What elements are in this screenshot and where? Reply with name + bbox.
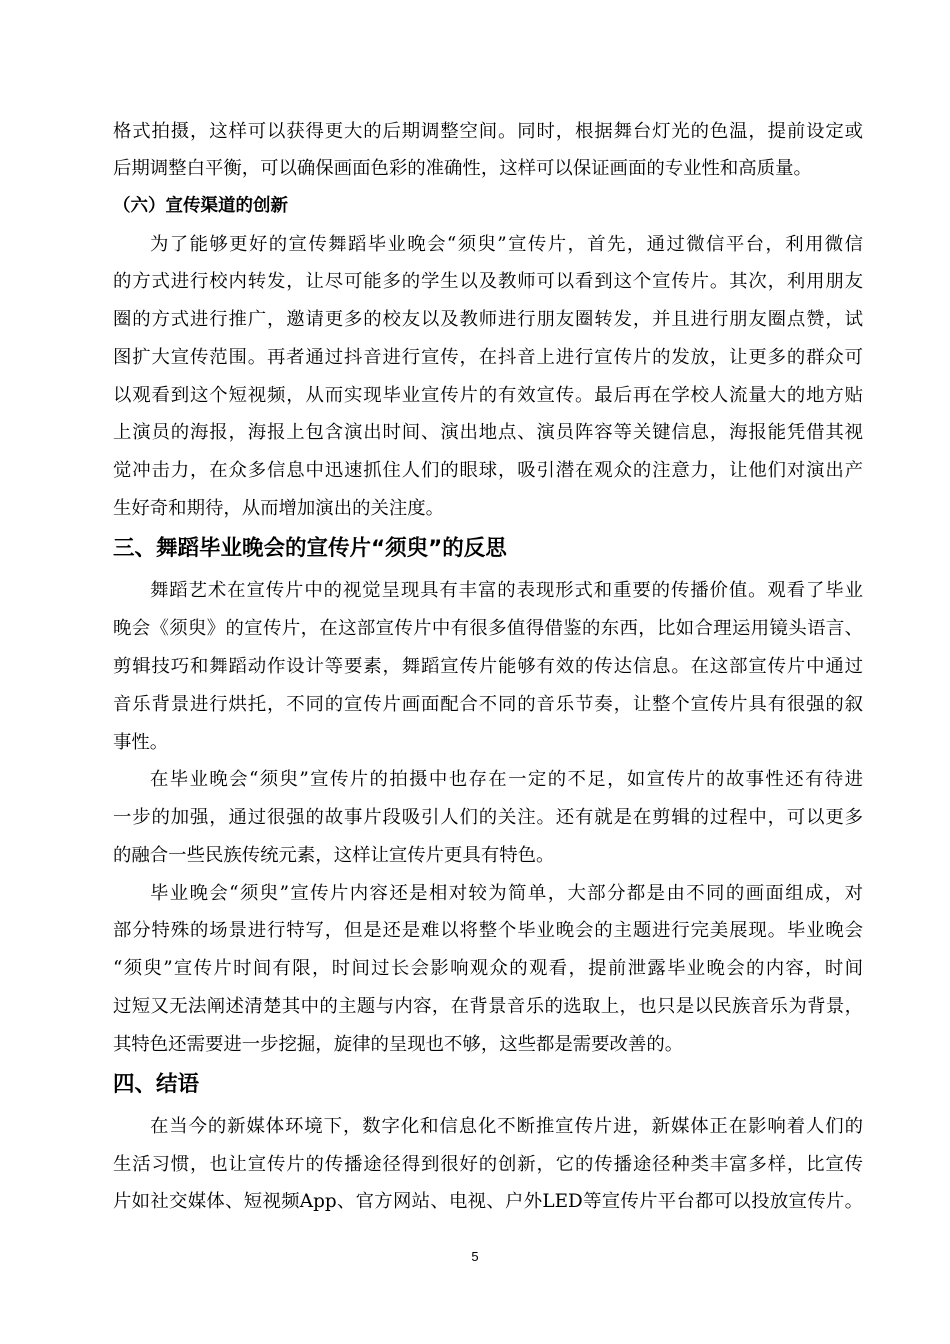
paragraph-line: 格式拍摄，这样可以获得更大的后期调整空间。同时，根据舞台灯光的色温，提前设定或 <box>113 121 863 142</box>
section-heading: 四、结语 <box>113 1072 200 1097</box>
paragraph-line: 舞蹈艺术在宣传片中的视觉呈现具有丰富的表现形式和重要的传播价值。观看了毕业 <box>150 580 863 601</box>
paragraph-line: 的融合一些民族传统元素，这样让宣传片更具有特色。 <box>113 845 555 866</box>
paragraph-line: 的方式进行校内转发，让尽可能多的学生以及教师可以看到这个宣传片。其次，利用朋友 <box>113 271 863 292</box>
subsection-heading: （六）宣传渠道的创新 <box>113 196 288 216</box>
paragraph-line: 生活习惯，也让宣传片的传播途径得到很好的创新，它的传播途径种类丰富多样，比宣传 <box>113 1154 863 1175</box>
paragraph-line: 图扩大宣传范围。再者通过抖音进行宣传，在抖音上进行宣传片的发放，让更多的群众可 <box>113 347 863 368</box>
paragraph-line: 事性。 <box>113 732 169 753</box>
paragraph-line: 部分特殊的场景进行特写，但是还是难以将整个毕业晚会的主题进行完美展现。毕业晚会 <box>113 920 863 941</box>
paragraph-line: “须臾”宣传片时间有限，时间过长会影响观众的观看，提前泄露毕业晚会的内容，时间 <box>113 958 863 979</box>
paragraph-line: 剪辑技巧和舞蹈动作设计等要素，舞蹈宣传片能够有效的传达信息。在这部宣传片中通过 <box>113 656 863 677</box>
paragraph-line: 一步的加强，通过很强的故事片段吸引人们的关注。还有就是在剪辑的过程中，可以更多 <box>113 807 863 828</box>
section-heading: 三、舞蹈毕业晚会的宣传片“须臾”的反思 <box>113 536 507 561</box>
paragraph-line: 晚会《须臾》的宣传片，在这部宣传片中有很多值得借鉴的东西，比如合理运用镜头语言、 <box>113 618 863 639</box>
page-number: 5 <box>471 1249 479 1264</box>
paragraph-line: 上演员的海报，海报上包含演出时间、演出地点、演员阵容等关键信息，海报能凭借其视 <box>113 422 863 443</box>
paragraph-line: 生好奇和期待，从而增加演出的关注度。 <box>113 498 445 519</box>
paragraph-line: 毕业晚会“须臾”宣传片内容还是相对较为简单，大部分都是由不同的画面组成，对 <box>150 883 863 904</box>
paragraph-line: 在当今的新媒体环境下，数字化和信息化不断推宣传片进，新媒体正在影响着人们的 <box>150 1116 863 1137</box>
paragraph-line: 在毕业晚会“须臾”宣传片的拍摄中也存在一定的不足，如宣传片的故事性还有待进 <box>150 769 863 790</box>
paragraph-line: 过短又无法阐述清楚其中的主题与内容，在背景音乐的选取上，也只是以民族音乐为背景， <box>113 996 863 1017</box>
paragraph-line: 片如社交媒体、短视频App、官方网站、电视、户外LED等宣传片平台都可以投放宣传片。 <box>113 1191 863 1212</box>
paragraph-line: 音乐背景进行烘托，不同的宣传片画面配合不同的音乐节奏，让整个宣传片具有很强的叙 <box>113 694 863 715</box>
paragraph-line: 后期调整白平衡，可以确保画面色彩的准确性，这样可以保证画面的专业性和高质量。 <box>113 158 812 179</box>
paragraph-line: 圈的方式进行推广，邀请更多的校友以及教师进行朋友圈转发，并且进行朋友圈点赞，试 <box>113 309 863 330</box>
paragraph-line: 以观看到这个短视频，从而实现毕业宣传片的有效宣传。最后再在学校人流量大的地方贴 <box>113 385 863 406</box>
paragraph-line: 为了能够更好的宣传舞蹈毕业晚会“须臾”宣传片，首先，通过微信平台，利用微信 <box>150 234 863 255</box>
paragraph-line: 觉冲击力，在众多信息中迅速抓住人们的眼球，吸引潜在观众的注意力，让他们对演出产 <box>113 460 863 481</box>
paragraph-line: 其特色还需要进一步挖掘，旋律的呈现也不够，这些都是需要改善的。 <box>113 1034 684 1055</box>
